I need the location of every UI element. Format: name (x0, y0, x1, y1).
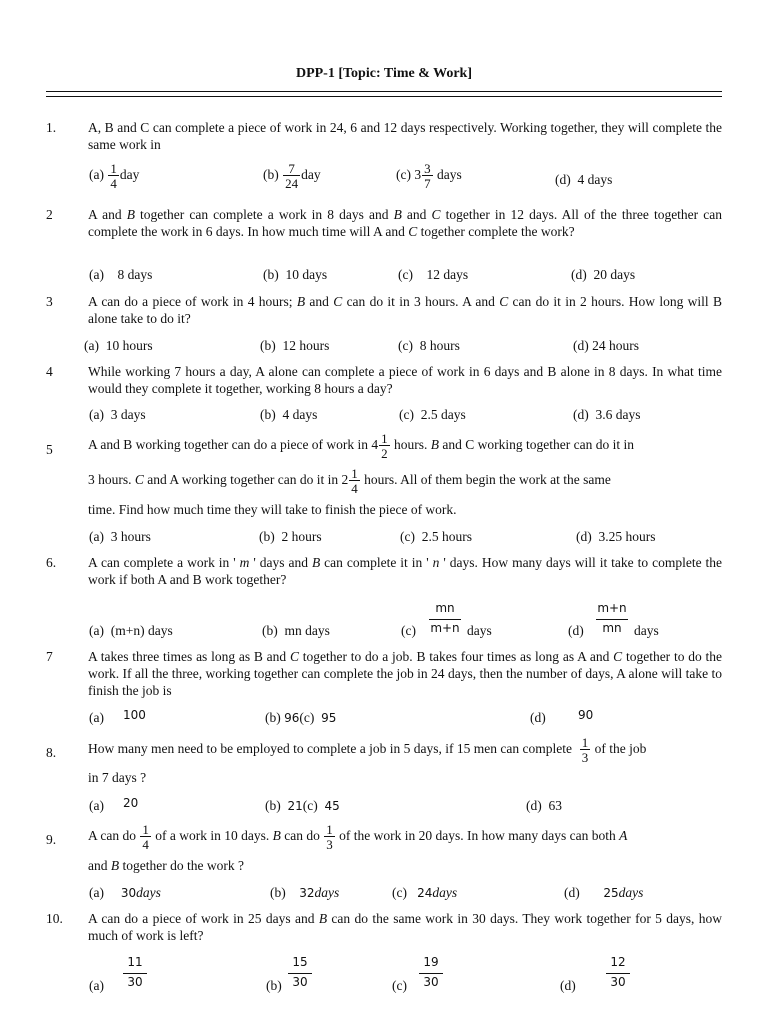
option-d: (d) 4 days (555, 172, 613, 187)
option-d-fraction: 12 30 (606, 954, 630, 991)
option-c-label: (c) (401, 623, 416, 638)
question-text-line-2: in 7 days ? (88, 770, 147, 785)
option-b: (b) 2 hours (259, 529, 322, 544)
question-number: 1. (46, 120, 57, 135)
option-d: (d) 20 days (571, 267, 636, 282)
option-a: (a) (m+n) days (89, 623, 173, 638)
fraction: $\frac{3}{7}$ (424, 161, 431, 191)
option-b: (b) 32days (270, 885, 340, 900)
option-d-unit: days (634, 623, 659, 638)
option-c: (c) 3 $\frac{3}{7}$ days (396, 161, 462, 191)
option-a: (a) 30days (89, 885, 161, 900)
option-d-label: (d) (568, 623, 584, 638)
option-b: (b) 21(c) 45 (265, 798, 340, 813)
option-b: (b) 10 days (263, 267, 328, 282)
option-a-label: (a) (89, 978, 104, 993)
option-d-value: 90 (578, 708, 594, 722)
question-number: 4 (46, 364, 53, 379)
option-b: (b) mn days (262, 623, 330, 638)
option-a-label: (a) (89, 710, 104, 725)
option-d-fraction: m+n mn (597, 601, 627, 635)
option-a-fraction: 11 30 (123, 954, 147, 991)
fraction: $\frac{1}{2}$ (381, 431, 388, 461)
question-number: 6. (46, 555, 57, 570)
option-a-value: 100 (123, 708, 146, 722)
question-text-line-3: time. Find how much time they will take to finish the piece of work. (88, 502, 457, 517)
title-rule-bottom (46, 96, 722, 97)
option-b-label: (b) (266, 978, 282, 993)
option-c: (c) 2.5 days (399, 407, 466, 422)
fraction: $\frac{1}{4}$ (110, 161, 117, 191)
option-b: (b) 12 hours (260, 338, 330, 353)
option-a: (a) 3 hours (89, 529, 151, 544)
question-number: 10. (46, 911, 63, 926)
option-b-fraction: 15 30 (288, 954, 312, 991)
option-a: (a) $\frac{1}{4}$ day (89, 161, 140, 191)
option-c: (c) 24days (392, 885, 458, 900)
question-number: 3 (46, 294, 53, 309)
question-number: 9. (46, 832, 57, 847)
page-title: DPP-1 [Topic: Time & Work] (295, 66, 473, 81)
question-number: 8. (46, 745, 57, 760)
fraction: $\frac{1}{3}$ (581, 735, 589, 765)
option-d: (d) 63 (526, 798, 562, 813)
option-d: (d) 3.25 hours (576, 529, 656, 544)
option-d-label: (d) (530, 710, 546, 725)
option-d: (d) 3.6 days (573, 407, 641, 422)
option-c: (c) 2.5 hours (400, 529, 472, 544)
option-c: (c) 12 days (398, 267, 469, 282)
question-number: 2 (46, 207, 53, 222)
question-text: A can do a piece of work in 25 days and B can do the same work in 30 days. They work together for 5 days, how much of work is left? (88, 911, 722, 943)
question-text: A and B together can complete a work in 8 days and B and C together in 12 days. All of the three together can complete the work in 6 days. In how much time will A and C together complete the work? (88, 207, 723, 239)
question-text: A, B and C can complete a piece of work in 24, 6 and 12 days respectively. Working together, they will complete the same work in (88, 120, 722, 152)
option-b: (b) 4 days (260, 407, 318, 422)
option-b: (b) 96(c) 95 (265, 710, 337, 725)
option-b: (b) $\frac{7}{24}$ day (263, 161, 321, 191)
option-d: (d) 25days (564, 885, 644, 900)
option-c-label: (c) (392, 978, 407, 993)
question-text: A takes three times as long as B and C together to do a job. B takes four times as long as A and C together to do the work. If all the three, working together can complete the job in 24 days, then the number of days, A alone will take to finish the job is (88, 649, 722, 698)
option-a: (a) 10 hours (84, 338, 153, 353)
fraction: $\frac{1}{3}$ (326, 822, 333, 852)
question-number: 7 (46, 649, 53, 664)
question-text: A can complete a work in ' m ' days and B can complete it in ' n ' days. How many days will it take to complete the work if both A and B work together? (88, 555, 723, 587)
option-c-fraction: mn m+n (430, 601, 460, 635)
question-text: A can do a piece of work in 4 hours; B and C can do it in 3 hours. A and C can do it in 2 hours. How long will B alone take to do it? (88, 294, 722, 326)
question-text: While working 7 hours a day, A alone can complete a piece of work in 6 days and B alone in 8 days. In what time would they complete it together, working 8 hours a day? (88, 364, 722, 396)
fraction: $\frac{7}{24}$ (285, 161, 299, 191)
option-c-fraction: 19 30 (419, 954, 443, 991)
option-a: (a) 8 days (89, 267, 153, 282)
question-text-line-2: and B together do the work ? (88, 858, 244, 873)
fraction: $\frac{1}{4}$ (351, 466, 358, 496)
option-c: (c) 8 hours (398, 338, 460, 353)
option-c-unit: days (467, 623, 492, 638)
title-rule-top (46, 91, 722, 92)
option-a-value: 20 (123, 796, 139, 810)
option-a-label: (a) (89, 798, 104, 813)
option-d-label: (d) (560, 978, 576, 993)
option-a: (a) 3 days (89, 407, 146, 422)
fraction: $\frac{1}{4}$ (142, 822, 149, 852)
question-text-line-1: A can do $\frac{1}{4}$ of a work in 10 days. B can do $\frac{1}{3}$ of the work in 20 days. In how many days can both A (88, 822, 628, 852)
question-text-line-2: 3 hours. C and A working together can do it in 2 $\frac{1}{4}$ hours. All of them begin the work at the same (88, 466, 611, 496)
question-text-line-1: A and B working together can do a piece of work in 4 $\frac{1}{2}$ hours. B and C working together can do it in (88, 431, 635, 461)
question-number: 5 (46, 442, 53, 457)
question-text-line-1: How many men need to be employed to complete a job in 5 days, if 15 men can complete $\frac{1}{3}$ of the job (88, 735, 647, 765)
option-d: (d) 24 hours (573, 338, 639, 353)
